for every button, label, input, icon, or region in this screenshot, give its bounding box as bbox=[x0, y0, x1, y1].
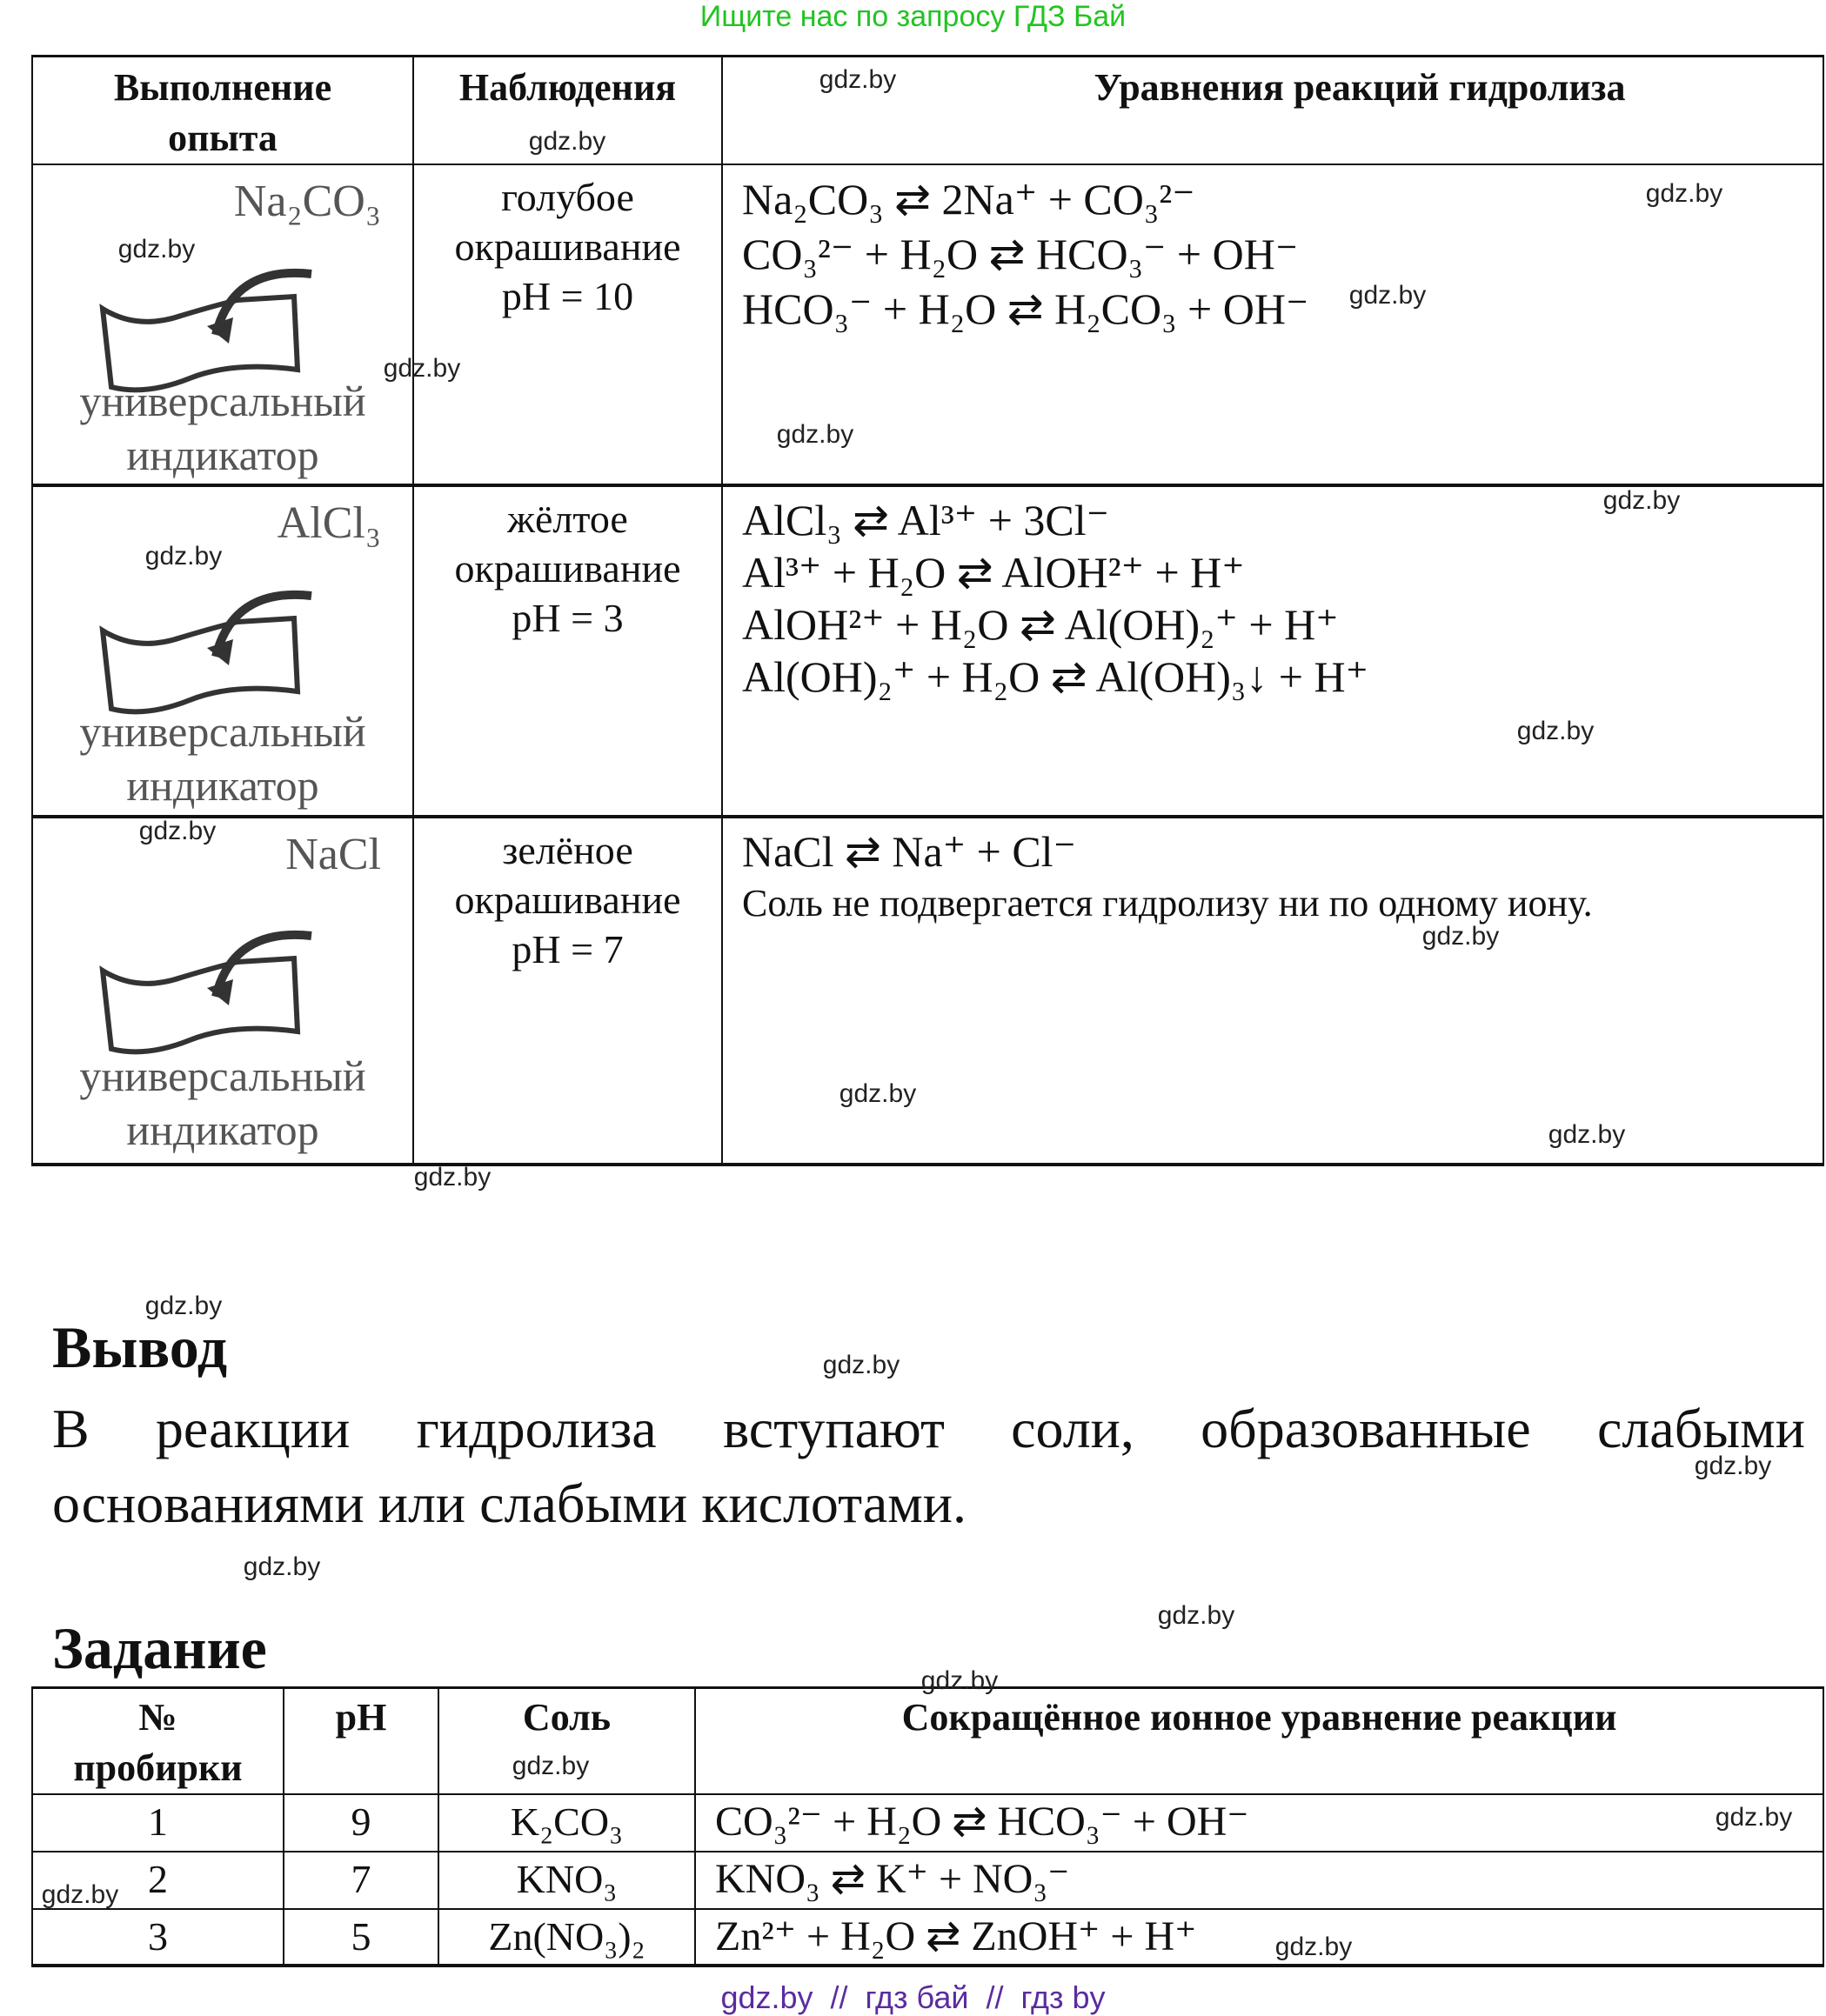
equations-cell: AlCl₃ ⇄ Al³⁺ + 3Cl⁻ Al³⁺ + H₂O ⇄ AlOH²⁺ + H⁺ AlOH²⁺ + H₂O ⇄ Al(OH)₂⁺ + H⁺ Al(OH)₂⁺ + H₂O ⇄ Al(OH)₃↓ + H⁺ bbox=[722, 485, 1823, 817]
watermark: gdz.by bbox=[1157, 1601, 1235, 1630]
equations-cell: NaCl ⇄ Na⁺ + Cl⁻ Соль не подвергается гидролизу ни по одному иону. bbox=[722, 817, 1823, 1165]
equations-cell: Na₂CO₃ ⇄ 2Na⁺ + CO₃²⁻ CO₃²⁻ + H₂O ⇄ HCO₃⁻ + OH⁻ HCO₃⁻ + H₂O ⇄ H₂CO₃ + OH⁻ bbox=[722, 164, 1823, 485]
watermark: gdz.by bbox=[413, 1163, 492, 1192]
table-row bbox=[32, 1794, 1823, 1852]
watermark: gdz.by bbox=[383, 354, 461, 383]
ionic-equation: KNO₃ ⇄ K⁺ + NO₃⁻ bbox=[695, 1852, 1823, 1909]
search-banner[interactable]: Ищите нас по запросу ГДЗ Бай bbox=[699, 0, 1127, 33]
conclusion-title: Вывод bbox=[52, 1314, 228, 1380]
tube-number: 2 bbox=[32, 1852, 284, 1909]
watermark: gdz.by bbox=[1645, 179, 1723, 208]
observation-cell: зелёное окрашивание pH = 7 bbox=[413, 817, 722, 1165]
indicator-label: универсальный индикатор bbox=[79, 1051, 366, 1154]
indicator-label: универсальный индикатор bbox=[79, 707, 366, 810]
salt-formula: NaCl bbox=[285, 830, 381, 879]
task-title: Задание bbox=[52, 1615, 267, 1681]
table-row bbox=[32, 1909, 1823, 1966]
experiment-table bbox=[31, 55, 1824, 1166]
salt: KNO₃ bbox=[438, 1852, 695, 1909]
salt-formula: AlCl₃ bbox=[277, 498, 381, 548]
tube-number: 3 bbox=[32, 1909, 284, 1966]
watermark: gdz.by bbox=[117, 235, 196, 264]
watermark: gdz.by bbox=[819, 65, 897, 94]
watermark: gdz.by bbox=[243, 1552, 321, 1581]
watermark: gdz.by bbox=[1348, 281, 1427, 310]
ionic-equation: Zn²⁺ + H₂O ⇄ ZnOH⁺ + H⁺ bbox=[695, 1909, 1823, 1966]
indicator-paper-icon bbox=[85, 910, 346, 1058]
experiment-row bbox=[32, 164, 1823, 485]
watermark: gdz.by bbox=[138, 817, 217, 845]
experiment-cell bbox=[32, 164, 413, 485]
ph-value: 5 bbox=[284, 1909, 438, 1966]
indicator-paper-icon bbox=[85, 570, 346, 718]
watermark: gdz.by bbox=[528, 127, 606, 156]
watermark: gdz.by bbox=[1274, 1933, 1353, 1961]
tube-number: 1 bbox=[32, 1794, 284, 1852]
task-table bbox=[31, 1686, 1824, 1967]
conclusion-text: В реакции гидролиза вступают соли, образованные слабыми основаниями или слабыми кислотами. bbox=[52, 1398, 1805, 1534]
header-salt: Соль bbox=[438, 1688, 695, 1795]
watermark: gdz.by bbox=[1602, 486, 1681, 515]
watermark: gdz.by bbox=[41, 1880, 119, 1909]
table-row bbox=[32, 1852, 1823, 1909]
watermark: gdz.by bbox=[512, 1752, 590, 1780]
ionic-equation: CO₃²⁻ + H₂O ⇄ HCO₃⁻ + OH⁻ bbox=[695, 1794, 1823, 1852]
header-observations: Наблюдения bbox=[413, 57, 722, 165]
footer-links[interactable]: gdz.by // гдз бай // гдз by bbox=[720, 1979, 1106, 2015]
watermark: gdz.by bbox=[1715, 1803, 1793, 1832]
watermark: gdz.by bbox=[144, 1292, 223, 1320]
watermark: gdz.by bbox=[144, 542, 223, 571]
header-experiment: Выполнение опыта bbox=[32, 57, 413, 165]
header-tube-number: № пробирки bbox=[32, 1688, 284, 1795]
ph-value: 7 bbox=[284, 1852, 438, 1909]
watermark: gdz.by bbox=[1516, 717, 1595, 745]
watermark: gdz.by bbox=[1694, 1452, 1772, 1480]
header-ph: pH bbox=[284, 1688, 438, 1795]
watermark: gdz.by bbox=[1421, 922, 1500, 951]
indicator-label: универсальный индикатор bbox=[79, 377, 366, 479]
ph-value: 9 bbox=[284, 1794, 438, 1852]
watermark: gdz.by bbox=[776, 420, 854, 449]
header-equations: Уравнения реакций гидролиза bbox=[722, 57, 1823, 165]
experiment-cell bbox=[32, 817, 413, 1165]
experiment-row bbox=[32, 817, 1823, 1165]
salt-formula: Na₂CO₃ bbox=[233, 177, 381, 226]
observation-cell: жёлтое окрашивание pH = 3 bbox=[413, 485, 722, 817]
salt: Zn(NO₃)₂ bbox=[438, 1909, 695, 1966]
experiment-row bbox=[32, 485, 1823, 817]
salt: K₂CO₃ bbox=[438, 1794, 695, 1852]
watermark: gdz.by bbox=[839, 1079, 917, 1108]
experiment-cell bbox=[32, 485, 413, 817]
observation-cell: голубое окрашивание pH = 10 bbox=[413, 164, 722, 485]
watermark: gdz.by bbox=[1548, 1120, 1626, 1149]
watermark: gdz.by bbox=[920, 1666, 999, 1695]
header-ionic-equation: Сокращённое ионное уравнение реакции bbox=[695, 1688, 1823, 1795]
watermark: gdz.by bbox=[822, 1351, 900, 1379]
